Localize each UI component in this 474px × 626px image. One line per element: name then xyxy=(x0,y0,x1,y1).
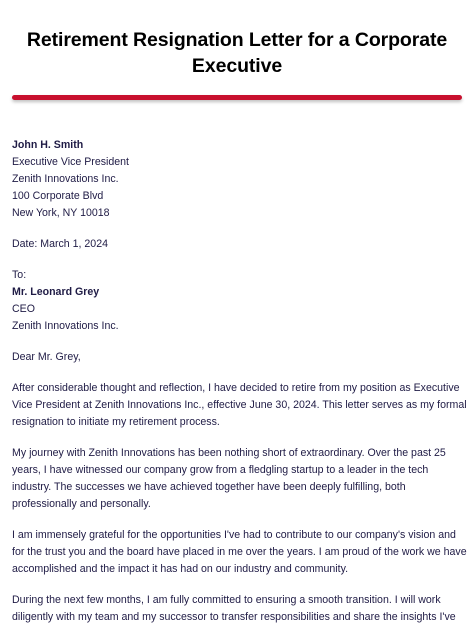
paragraph-line: My journey with Zenith Innovations has been nothing short of extraordinary. Over the past 25 xyxy=(12,447,446,459)
paragraph-2 xyxy=(12,445,462,513)
spacer xyxy=(12,578,462,592)
paragraph-line: accomplished and the impact it has had on our industry and community. xyxy=(12,563,349,575)
sender-block xyxy=(12,137,462,222)
recipient-company: Zenith Innovations Inc. xyxy=(12,320,119,332)
sender-position: Executive Vice President xyxy=(12,156,129,168)
spacer xyxy=(12,366,462,380)
recipient-block xyxy=(12,267,462,335)
recipient-name: Mr. Leonard Grey xyxy=(12,286,100,298)
paragraph-line: for the trust you and the board have placed in me over the years. I am proud of the work we have xyxy=(12,546,467,558)
page-title xyxy=(20,27,454,79)
spacer xyxy=(12,513,462,527)
salutation: Dear Mr. Grey, xyxy=(12,351,81,363)
title-divider xyxy=(12,95,462,100)
recipient-to-label: To: xyxy=(12,269,27,281)
letter-date: Date: March 1, 2024 xyxy=(12,238,108,250)
sender-street: 100 Corporate Blvd xyxy=(12,190,104,202)
sender-name: John H. Smith xyxy=(12,139,84,151)
spacer xyxy=(12,222,462,236)
spacer xyxy=(12,431,462,445)
paragraph-line: After considerable thought and reflection, I have decided to retire from my position as Executive xyxy=(12,382,460,394)
paragraph-line: industry. The successes we have achieved together have been deeply fulfilling, both xyxy=(12,481,406,493)
paragraph-line: I am immensely grateful for the opportunities I've had to contribute to our company's vision and xyxy=(12,529,456,541)
spacer xyxy=(12,253,462,267)
spacer xyxy=(12,335,462,349)
paragraph-4 xyxy=(12,592,462,626)
letter-body xyxy=(12,137,467,626)
title-line-1: Retirement Resignation Letter for a Corporate xyxy=(26,29,448,51)
paragraph-line: During the next few months, I am fully committed to ensuring a smooth transition. I will work xyxy=(12,594,441,606)
paragraph-1 xyxy=(12,380,467,431)
recipient-position: CEO xyxy=(12,303,35,315)
paragraph-line: Vice President at Zenith Innovations Inc., effective June 30, 2024. This letter serves as my formal xyxy=(12,399,467,411)
paragraph-3 xyxy=(12,527,467,578)
sender-company: Zenith Innovations Inc. xyxy=(12,173,119,185)
paragraph-line: resignation to initiate my retirement process. xyxy=(12,416,220,428)
paragraph-line: professionally and personally. xyxy=(12,498,151,510)
sender-city: New York, NY 10018 xyxy=(12,207,110,219)
paragraph-line: diligently with my team and my successor to transfer responsibilities and share the insights I've xyxy=(12,611,456,623)
paragraph-line: years, I have witnessed our company grow from a fledgling startup to a leader in the tech xyxy=(12,464,429,476)
title-line-2: Executive xyxy=(191,55,283,77)
